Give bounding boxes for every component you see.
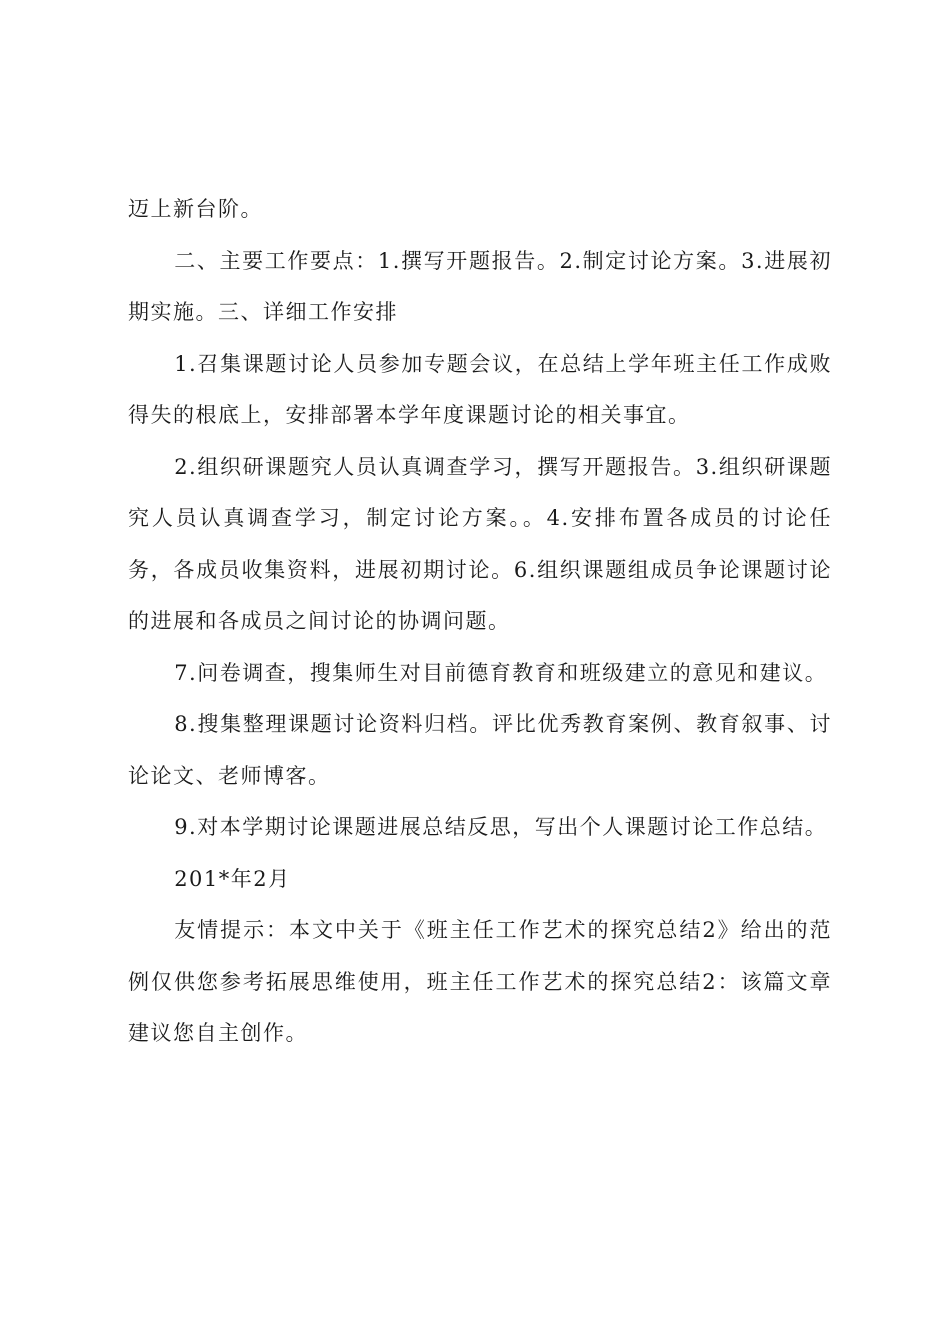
paragraph-item-8: 8.搜集整理课题讨论资料归档。评比优秀教育案例、教育叙事、讨论论文、老师博客。 — [128, 712, 832, 788]
paragraph-continuation: 迈上新台阶。 — [128, 197, 263, 221]
paragraph-item-1: 1.召集课题讨论人员参加专题会议，在总结上学年班主任工作成败得失的根底上，安排部署本学年度课题讨论的相关事宜。 — [128, 351, 832, 427]
paragraph-item-9: 9.对本学期讨论课题进展总结反思，写出个人课题讨论工作总结。 — [174, 815, 828, 839]
paragraph-date: 201*年2月 — [174, 866, 291, 891]
paragraph-tip: 友情提示：本文中关于《班主任工作艺术的探究总结2》给出的范例仅供您参考拓展思维使用，班主任工作艺术的探究总结2：该篇文章建议您自主创作。 — [128, 918, 832, 1045]
paragraph-item-2-6: 2.组织研课题究人员认真调查学习，撰写开题报告。3.组织研课题究人员认真调查学习，制定讨论方案。。4.安排布置各成员的讨论任务，各成员收集资料，进展初期讨论。6.组织课题组成员争论课题讨论的进展和各成员之间讨论的协调问题。 — [128, 454, 832, 633]
document-body — [128, 184, 832, 1060]
paragraph-item-7: 7.问卷调查，搜集师生对目前德育教育和班级建立的意见和建议。 — [174, 660, 828, 685]
paragraph-main-points: 二、主要工作要点：1.撰写开题报告。2.制定讨论方案。3.进展初期实施。三、详细工作安排 — [128, 248, 832, 324]
